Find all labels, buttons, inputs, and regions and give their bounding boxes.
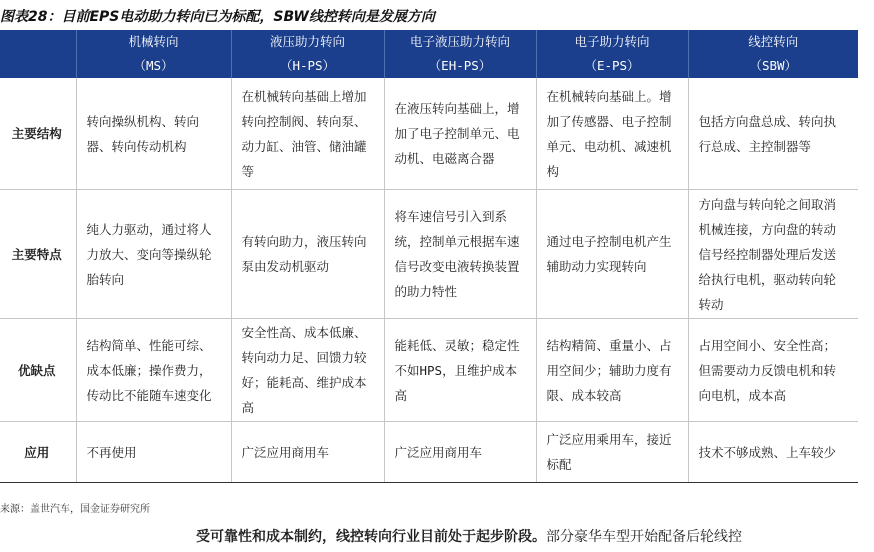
table-cell: 在机械转向基础上增加转向控制阀、转向泵、动力缸、油管、储油罐等 <box>231 78 384 190</box>
table-row-pros-cons <box>0 319 858 422</box>
table-cell: 有转向助力，液压转向泵由发动机驱动 <box>231 190 384 319</box>
table-row-application <box>0 422 858 483</box>
column-header-name: 机械转向 <box>128 34 179 49</box>
row-label: 优缺点 <box>0 319 76 422</box>
row-label: 应用 <box>0 422 76 483</box>
column-header-ehps <box>384 30 536 78</box>
column-header-code: （H-PS） <box>279 58 336 73</box>
table-cell: 广泛应用商用车 <box>231 422 384 483</box>
column-header-eps <box>536 30 688 78</box>
table-cell: 广泛应用商用车 <box>384 422 536 483</box>
table-cell: 在液压转向基础上，增加了电子控制单元、电动机、电磁离合器 <box>384 78 536 190</box>
table-cell: 纯人力驱动，通过将人力放大、变向等操纵轮胎转向 <box>76 190 231 319</box>
header-corner <box>0 30 76 78</box>
table-cell: 通过电子控制电机产生辅助动力实现转向 <box>536 190 688 319</box>
column-header-code: （SBW） <box>749 58 798 73</box>
table-cell: 结构精简、重量小、占用空间少；辅助力度有限、成本较高 <box>536 319 688 422</box>
steering-comparison-table <box>0 30 858 483</box>
table-cell: 能耗低、灵敏；稳定性不如HPS，且维护成本高 <box>384 319 536 422</box>
table-cell: 不再使用 <box>76 422 231 483</box>
column-header-hps <box>231 30 384 78</box>
table-row-features <box>0 190 858 319</box>
paragraph-text: 部分豪华车型开始配备后轮线控 <box>546 529 742 545</box>
column-header-name: 电子助力转向 <box>574 34 650 49</box>
table-header-row <box>0 30 858 78</box>
row-label: 主要结构 <box>0 78 76 190</box>
column-header-name: 线控转向 <box>748 34 799 49</box>
table-cell: 包括方向盘总成、转向执行总成、主控制器等 <box>688 78 858 190</box>
column-header-sbw <box>688 30 858 78</box>
source-note: 来源：盖世汽车，国金证券研究所 <box>0 504 150 515</box>
column-header-name: 电子液压助力转向 <box>409 34 510 49</box>
table-cell: 方向盘与转向轮之间取消机械连接，方向盘的转动信号经控制器处理后发送给执行电机，驱动转向轮转动 <box>688 190 858 319</box>
paragraph-lead-bold: 受可靠性和成本制约，线控转向行业目前处于起步阶段。 <box>196 529 546 545</box>
table-cell: 在机械转向基础上。增加了传感器、电子控制单元、电动机、减速机构 <box>536 78 688 190</box>
table-cell: 广泛应用乘用车，接近标配 <box>536 422 688 483</box>
column-header-name: 液压助力转向 <box>269 34 345 49</box>
table-row-structure <box>0 78 858 190</box>
column-header-ms <box>76 30 231 78</box>
column-header-code: （E-PS） <box>584 58 640 73</box>
table-cell: 转向操纵机构、转向器、转向传动机构 <box>76 78 231 190</box>
figure-caption: 图表28：目前EPS电动助力转向已为标配，SBW线控转向是发展方向 <box>0 9 435 25</box>
body-paragraph <box>196 524 856 552</box>
table-cell: 安全性高、成本低廉、转向动力足、回馈力较好；能耗高、维护成本高 <box>231 319 384 422</box>
table-cell: 占用空间小、安全性高；但需要动力反馈电机和转向电机，成本高 <box>688 319 858 422</box>
table-cell: 技术不够成熟、上车较少 <box>688 422 858 483</box>
row-label: 主要特点 <box>0 190 76 319</box>
column-header-code: （EH-PS） <box>428 58 492 73</box>
table-cell: 结构简单、性能可综、成本低廉；操作费力，传动比不能随车速变化 <box>76 319 231 422</box>
table-cell: 将车速信号引入到系统，控制单元根据车速信号改变电液转换装置的助力特性 <box>384 190 536 319</box>
column-header-code: （MS） <box>133 58 174 73</box>
